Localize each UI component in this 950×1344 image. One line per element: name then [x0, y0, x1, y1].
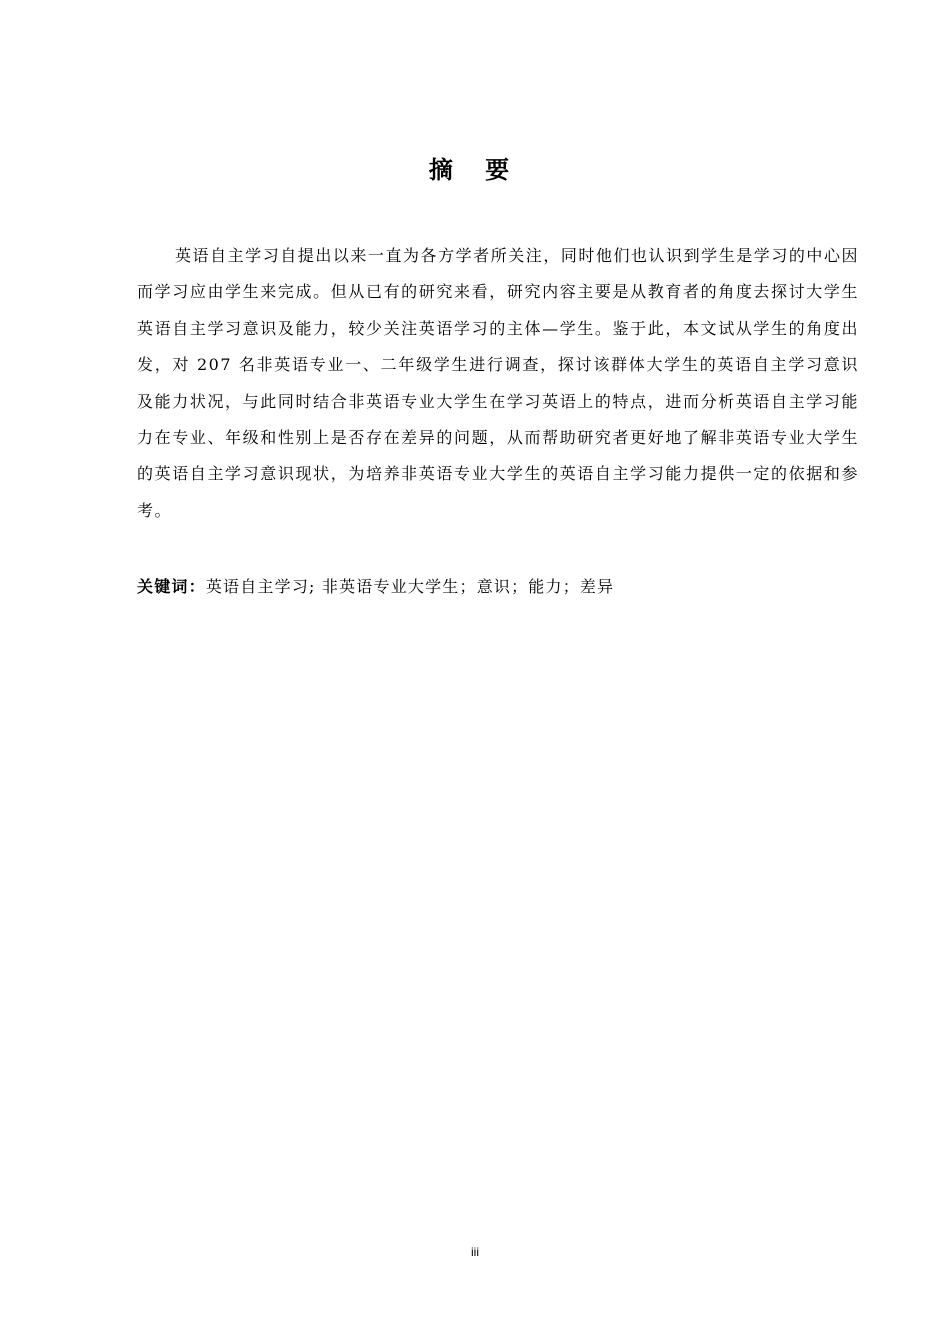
page-title: 摘 要 [428, 156, 522, 184]
keywords-line [137, 572, 859, 602]
abstract-paragraph: 英语自主学习自提出以来一直为各方学者所关注，同时他们也认识到学生是学习的中心因而学习应由学生来完成。但从已有的研究来看，研究内容主要是从教育者的角度去探讨大学生英语自主学习意识及能力，较少关注英语学习的主体—学生。鉴于此，本文试从学生的角度出发，对 207 名非英语专业一、二年级学生进行调查，探讨该群体大学生的英语自主学习意识及能力状况，与此同时结合非英语专业大学生在学习英语上的特点，进而分析英语自主学习能力在专业、年级和性别上是否存在差异的问题，从而帮助研究者更好地了解非英语专业大学生的英语自主学习意识现状，为培养非英语专业大学生的英语自主学习能力提供一定的依据和参考。 [137, 246, 859, 520]
keywords-label: 关键词： [137, 577, 206, 596]
page-number: iii [471, 1245, 479, 1259]
keywords-text: 英语自主学习; 非英语专业大学生；意识；能力；差异 [205, 577, 615, 596]
